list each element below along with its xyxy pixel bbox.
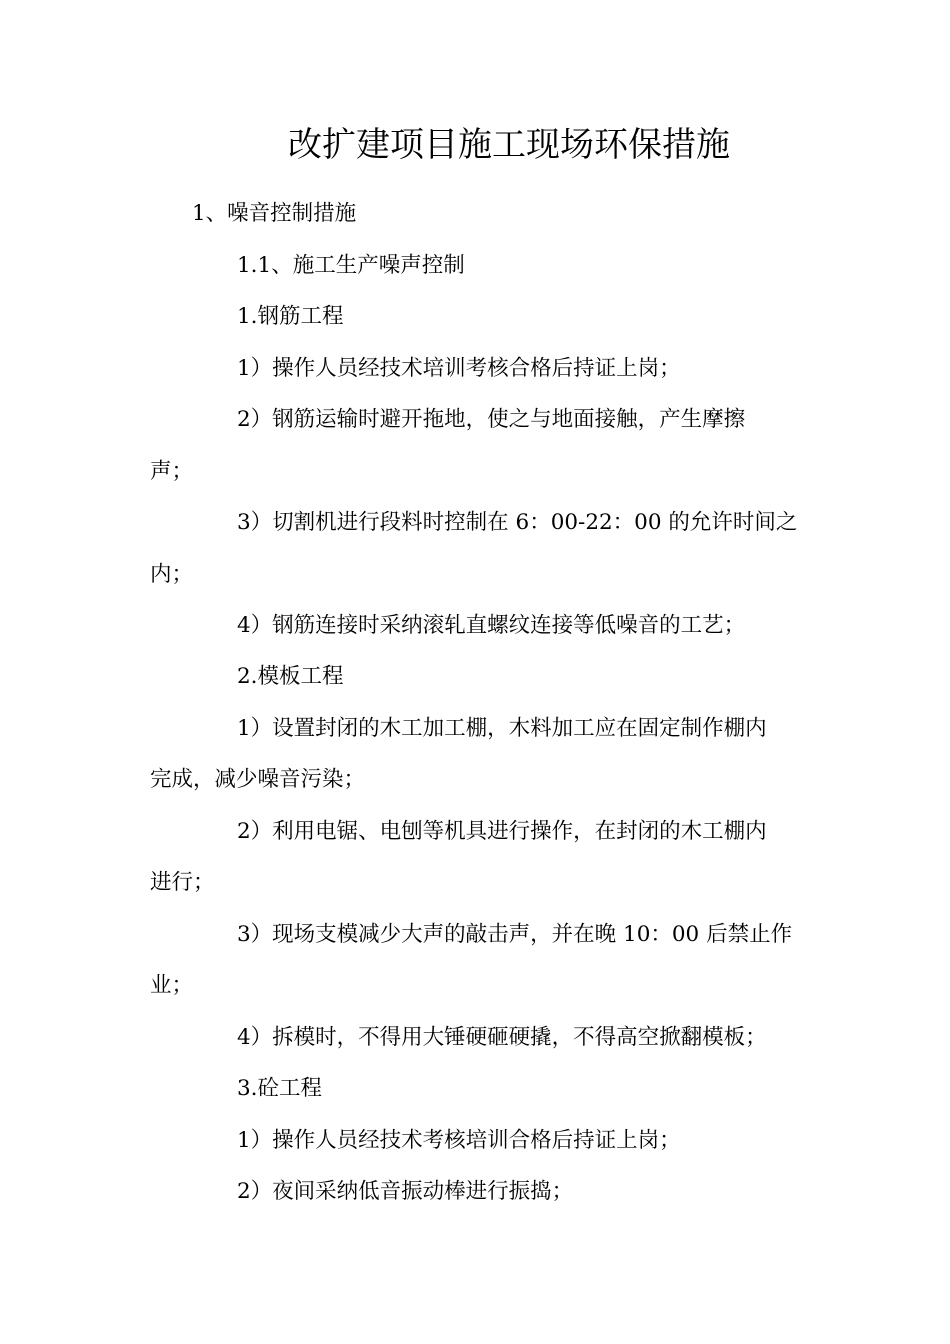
paragraph-line: 1）设置封闭的木工加工棚，木料加工应在固定制作棚内 [237,716,767,741]
paragraph-line-continued: 业； [150,973,194,998]
document-title: 改扩建项目施工现场环保措施 [288,125,730,165]
item-heading-rebar: 1.钢筋工程 [237,304,344,329]
subsection-heading-construction-noise: 1.1、施工生产噪声控制 [237,253,465,278]
section-heading-noise-control: 1、噪音控制措施 [192,201,357,226]
item-heading-formwork: 2.模板工程 [237,664,344,689]
paragraph-line-continued: 进行； [150,870,215,895]
paragraph-line: 3）切割机进行段料时控制在 6：00-22：00 的允许时间之 [237,510,798,535]
paragraph-line-continued: 声； [150,459,194,484]
paragraph-line: 1）操作人员经技术培训考核合格后持证上岗； [237,356,681,381]
paragraph-line: 1）操作人员经技术考核培训合格后持证上岗； [237,1128,681,1153]
item-heading-concrete: 3.砼工程 [237,1076,323,1101]
paragraph-line: 3）现场支模减少大声的敲击声，并在晚 10：00 后禁止作 [237,922,793,947]
paragraph-line: 4）钢筋连接时采纳滚轧直螺纹连接等低噪音的工艺； [237,613,746,638]
paragraph-line: 2）夜间采纳低音振动棒进行振捣； [237,1179,574,1204]
paragraph-line-continued: 完成，减少噪音污染； [150,767,366,792]
paragraph-line: 2）钢筋运输时避开拖地，使之与地面接触，产生摩擦 [237,407,746,432]
paragraph-line: 4）拆模时，不得用大锤硬砸硬撬，不得高空掀翻模板； [237,1025,767,1050]
paragraph-line: 2）利用电锯、电刨等机具进行操作，在封闭的木工棚内 [237,819,767,844]
paragraph-line-continued: 内； [150,562,194,587]
